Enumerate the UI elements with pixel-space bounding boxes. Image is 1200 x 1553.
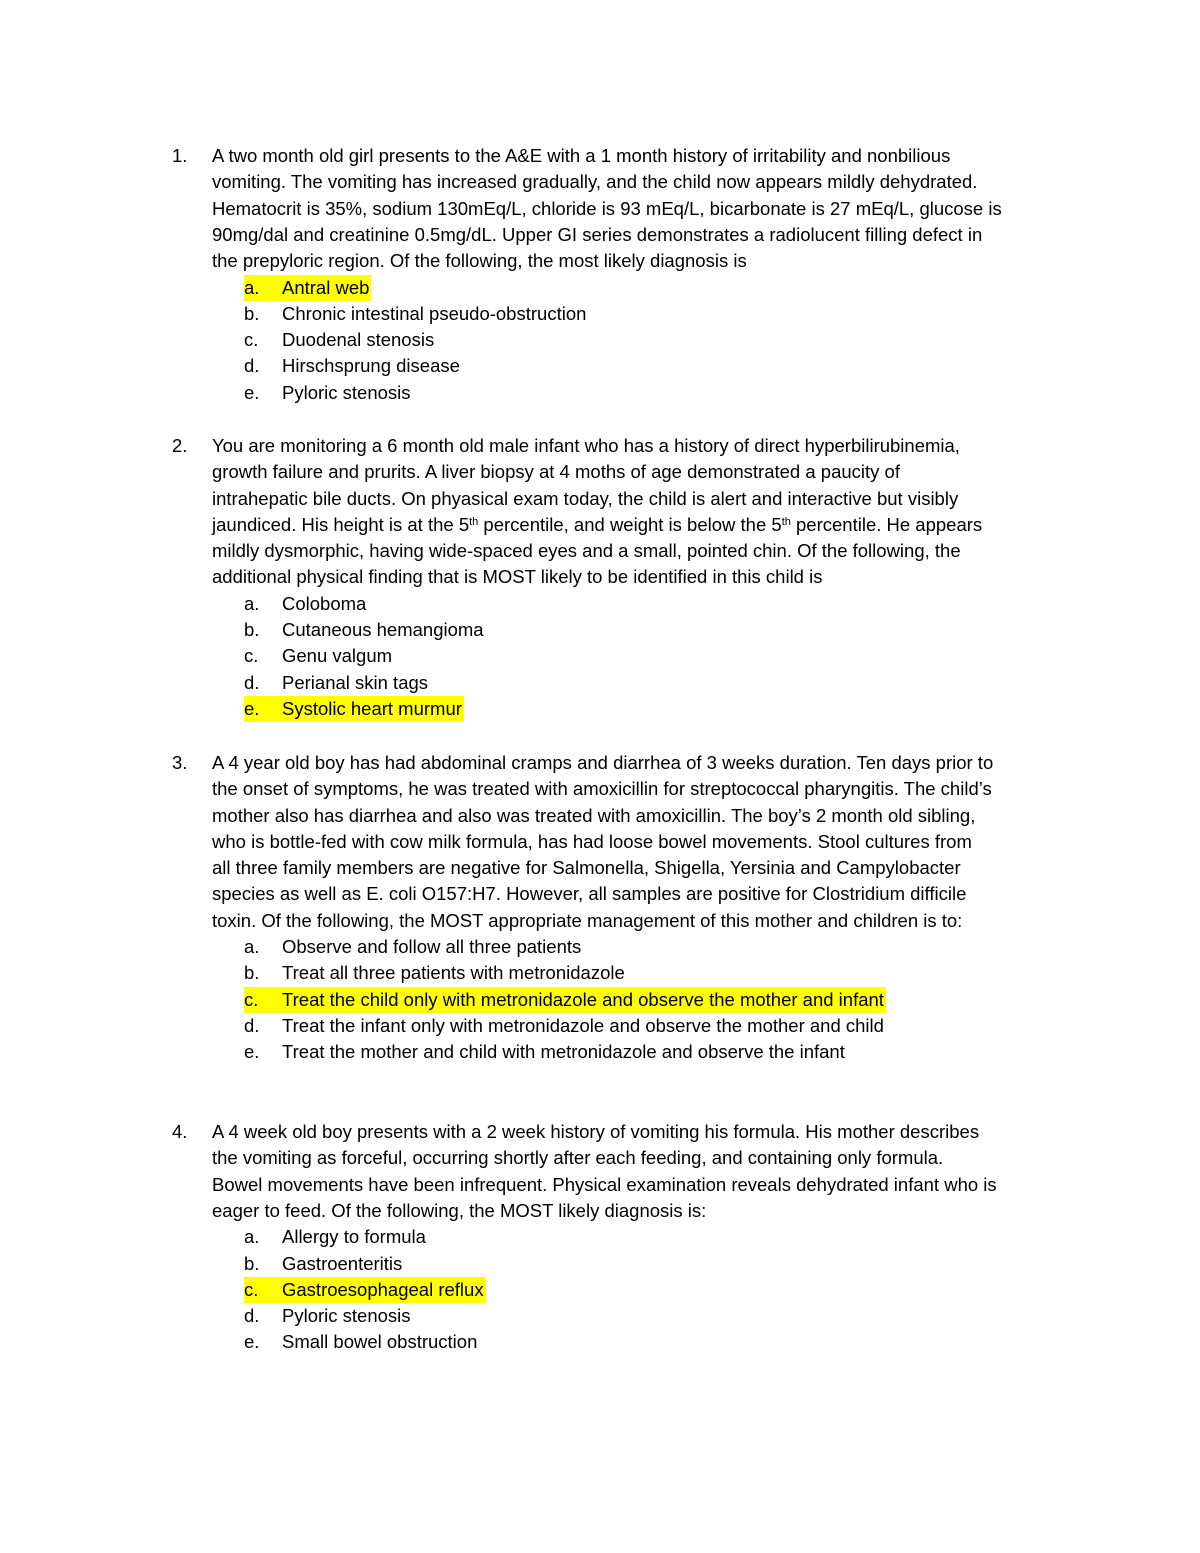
option-text: Systolic heart murmur (282, 698, 462, 719)
option-letter: e. (244, 698, 260, 719)
option-text: Chronic intestinal pseudo-obstruction (282, 302, 587, 324)
stem-line: the onset of symptoms, he was treated with amoxicillin for streptococcal pharyngitis. The child’s (212, 778, 992, 800)
stem-line: eager to feed. Of the following, the MOST likely diagnosis is: (212, 1199, 707, 1221)
question-stem (212, 1119, 1072, 1224)
option-text: Allergy to formula (282, 1226, 426, 1248)
option-text: Gastroenteritis (282, 1252, 403, 1274)
stem-line: 90mg/dal and creatinine 0.5mg/dL. Upper GI series demonstrates a radiolucent filling defect in (212, 223, 983, 245)
stem-line: A 4 week old boy presents with a 2 week history of vomiting his formula. His mother describes (212, 1121, 980, 1142)
answer-option-e (244, 696, 464, 722)
option-letter: d. (244, 671, 260, 693)
stem-line: species as well as E. coli O157:H7. However, all samples are positive for Clostridium difficile (212, 883, 967, 905)
answer-option-a (244, 275, 371, 301)
answer-option-d (244, 353, 460, 379)
answer-option-e (244, 380, 411, 406)
answer-option-c (244, 327, 434, 353)
answer-option-d (244, 1013, 884, 1039)
option-text: Antral web (282, 276, 370, 298)
option-letter: c. (244, 329, 259, 351)
answer-option-e (244, 1039, 845, 1065)
stem-line: A 4 year old boy has had abdominal cramps and diarrhea of 3 weeks duration. Ten days prior to (212, 752, 994, 773)
stem-line: You are monitoring a 6 month old male infant who has a history of direct hyperbilirubinemia, (212, 435, 960, 456)
answer-option-b (244, 960, 625, 986)
option-letter: e. (244, 381, 260, 403)
question-number: 1. (172, 145, 188, 166)
stem-line: mother also has diarrhea and also was treated with amoxicillin. The boy’s 2 month old sibling, (212, 804, 976, 826)
option-text: Cutaneous hemangioma (282, 619, 484, 641)
stem-line: Hematocrit is 35%, sodium 130mEq/L, chloride is 93 mEq/L, bicarbonate is 27 mEq/L, glucose is (212, 197, 1002, 219)
answer-option-d (244, 1303, 411, 1329)
option-text: Pyloric stenosis (282, 1305, 411, 1327)
stem-text: jaundiced. His height is at the 5 (212, 513, 470, 535)
stem-line: all three family members are negative for Salmonella, Shigella, Yersinia and Campylobacter (212, 857, 961, 879)
stem-line: who is bottle-fed with cow milk formula, has had loose bowel movements. Stool cultures from (212, 830, 972, 852)
question-number: 3. (172, 752, 188, 773)
option-letter: a. (244, 276, 260, 298)
option-text: Coloboma (282, 592, 367, 614)
option-text: Treat the child only with metronidazole and observe the mother and infant (282, 988, 884, 1010)
answer-option-b (244, 617, 484, 643)
question-stem (212, 143, 1072, 274)
answer-option-b (244, 1251, 402, 1277)
stem-line: mildly dysmorphic, having wide-spaced eyes and a small, pointed chin. Of the following, the (212, 540, 961, 562)
option-text: Treat the infant only with metronidazole and observe the mother and child (282, 1015, 884, 1036)
option-letter: b. (244, 962, 260, 984)
option-letter: b. (244, 1252, 260, 1274)
option-letter: a. (244, 1226, 260, 1248)
option-text: Pyloric stenosis (282, 381, 411, 403)
answer-option-c (244, 643, 392, 669)
question-number: 2. (172, 435, 188, 456)
stem-line: toxin. Of the following, the MOST appropriate management of this mother and children is to: (212, 909, 963, 931)
superscript: th (469, 515, 479, 528)
option-letter: c. (244, 1278, 259, 1300)
stem-line: vomiting. The vomiting has increased gradually, and the child now appears mildly dehydrated. (212, 171, 978, 193)
stem-line: intrahepatic bile ducts. On phyasical exam today, the child is alert and interactive but visibly (212, 487, 959, 509)
answer-option-c (244, 987, 886, 1013)
stem-text: percentile. He appears (790, 513, 983, 535)
answer-option-c (244, 1277, 486, 1303)
option-text: Perianal skin tags (282, 671, 429, 693)
stem-line-with-superscript (212, 512, 1072, 538)
answer-option-b (244, 301, 586, 327)
option-letter: c. (244, 988, 259, 1010)
answer-option-e (244, 1329, 477, 1355)
answer-option-a (244, 1224, 426, 1250)
option-text: Small bowel obstruction (282, 1331, 478, 1353)
stem-line: the vomiting as forceful, occurring shortly after each feeding, and containing only formula. (212, 1147, 944, 1169)
option-letter: d. (244, 355, 260, 377)
option-text: Hirschsprung disease (282, 355, 460, 377)
question-stem (212, 750, 1072, 934)
option-text: Observe and follow all three patients (282, 936, 582, 958)
option-letter: c. (244, 645, 259, 667)
option-letter: e. (244, 1331, 260, 1353)
superscript: th (781, 515, 791, 528)
option-letter: d. (244, 1305, 260, 1327)
option-letter: e. (244, 1041, 260, 1063)
option-text: Duodenal stenosis (282, 329, 435, 351)
stem-line: Bowel movements have been infrequent. Physical examination reveals dehydrated infant who is (212, 1173, 997, 1195)
option-letter: d. (244, 1015, 260, 1036)
answer-option-d (244, 670, 428, 696)
stem-line: the prepyloric region. Of the following, the most likely diagnosis is (212, 250, 747, 272)
option-letter: b. (244, 302, 260, 324)
question-stem (212, 433, 1072, 591)
stem-line: growth failure and prurits. A liver biopsy at 4 moths of age demonstrated a paucity of (212, 461, 900, 483)
question-number: 4. (172, 1121, 188, 1142)
option-text: Gastroesophageal reflux (282, 1278, 484, 1300)
option-letter: a. (244, 592, 260, 614)
answer-option-a (244, 591, 366, 617)
option-text: Genu valgum (282, 645, 393, 667)
option-letter: b. (244, 619, 260, 641)
option-letter: a. (244, 936, 260, 958)
option-text: Treat all three patients with metronidazole (282, 962, 625, 984)
stem-line: A two month old girl presents to the A&E with a 1 month history of irritability and nonbilious (212, 145, 951, 166)
answer-option-a (244, 934, 581, 960)
stem-line: additional physical finding that is MOST likely to be identified in this child is (212, 566, 823, 588)
option-text: Treat the mother and child with metronidazole and observe the infant (282, 1041, 845, 1063)
stem-text: percentile, and weight is below the 5 (478, 513, 782, 535)
